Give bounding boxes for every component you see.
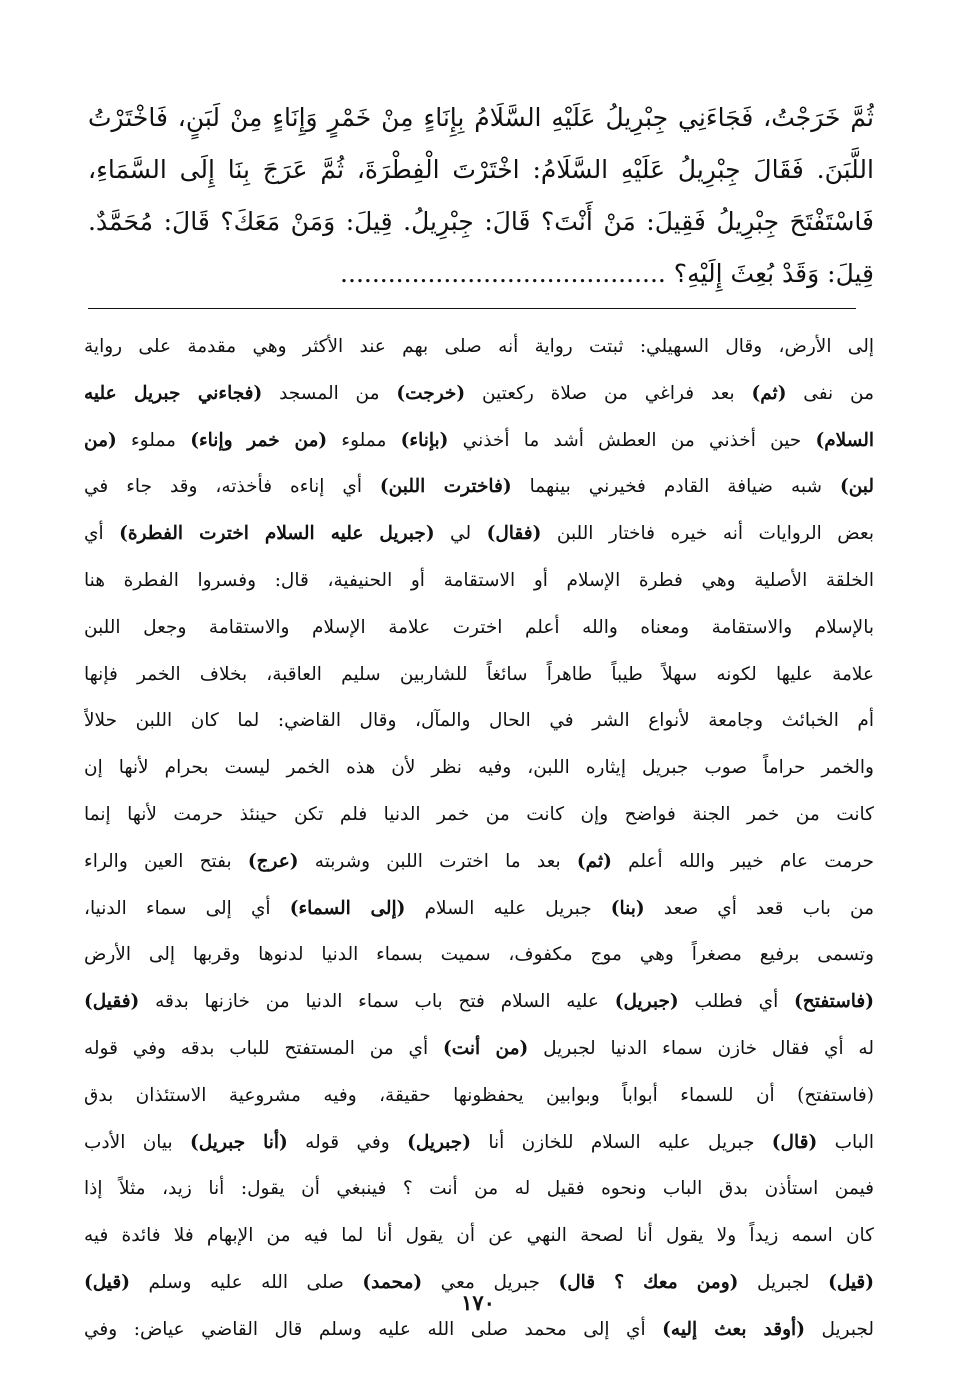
commentary-line xyxy=(84,932,874,979)
commentary-line xyxy=(84,745,874,792)
commentary-text: من المسجد xyxy=(262,382,397,404)
commentary-text: أي إلى سماء الدنيا، xyxy=(84,897,290,919)
commentary-text: حين أخذني من العطش أشد ما أخذني xyxy=(448,429,816,451)
commentary-text: الخلقة الأصلية وهي فطرة الإسلام أو الاستقامة أو الحنيفية، قال: وفسروا الفطرة هنا xyxy=(84,569,874,591)
commentary-text: علامة عليها لكونه سهلاً طيباً طاهراً سائغاً للشاربين سليم العاقبة، بخلاف الخمر فإنها xyxy=(84,663,874,685)
quoted-hadith-phrase: (أنا جبريل) xyxy=(190,1131,288,1153)
quoted-hadith-phrase: (قال) xyxy=(771,1131,818,1153)
quoted-hadith-phrase: (ومن معك ؟ قال) xyxy=(558,1271,739,1293)
quoted-hadith-phrase: (فقيل) xyxy=(84,991,140,1013)
commentary-text: مملوء xyxy=(116,429,191,451)
commentary-line xyxy=(84,698,874,745)
quoted-hadith-phrase: (من أنت) xyxy=(442,1037,529,1059)
commentary-line xyxy=(84,1073,874,1120)
quoted-hadith-phrase: السلام) xyxy=(815,429,874,451)
quoted-hadith-phrase: (محمد) xyxy=(362,1271,423,1293)
commentary-text: بعد ما اخترت اللبن وشربته xyxy=(298,850,577,872)
commentary-text: مملوء xyxy=(327,429,401,451)
commentary-text: بفتح العين والراء xyxy=(84,850,248,872)
commentary-line xyxy=(84,839,874,886)
hadith-line: ثُمَّ خَرَجْتُ، فَجَاءَنِي جِبْرِيلُ عَلَيْهِ السَّلَامُ بِإِنَاءٍ مِنْ خَمْرٍ وَإِنَاءٍ مِنْ لَبَنٍ، فَاخْتَرْتُ xyxy=(88,103,874,132)
commentary-text-block xyxy=(84,324,874,1354)
commentary-text: لجبريل xyxy=(804,1318,874,1340)
commentary-text: إلى الأرض، وقال السهيلي: ثبتت رواية أنه صلى بهم عند الأكثر وهي مقدمة على رواية xyxy=(84,336,874,357)
footnote-divider xyxy=(88,308,856,309)
commentary-text: أم الخبائث وجامعة لأنواع الشر في الحال والمآل، وقال القاضي: لما كان اللبن حلالاً xyxy=(84,710,874,732)
commentary-text: والخمر حراماً صوب جبريل إيثاره اللبن، وفيه نظر لأن هذه الخمر ليست بحرام لأنها إن xyxy=(84,757,874,779)
quoted-hadith-phrase: (بنا) xyxy=(610,897,645,919)
commentary-line xyxy=(84,371,874,418)
commentary-text: أي إناءه فأخذته، وقد جاء في xyxy=(84,476,380,498)
quoted-hadith-phrase: (قيل) xyxy=(828,1271,874,1293)
commentary-text: من باب قعد أي صعد xyxy=(644,897,874,919)
commentary-text: لي xyxy=(434,523,487,545)
commentary-text: جبريل معي xyxy=(422,1271,559,1293)
commentary-text: فيمن استأذن بدق الباب ونحوه فقيل له من أنت ؟ فينبغي أن يقول: أنا زيد، مثلاً إذا xyxy=(84,1178,874,1200)
hadith-line: اللَّبَنَ. فَقَالَ جِبْرِيلُ عَلَيْهِ السَّلَامُ: اخْتَرْتَ الْفِطْرَةَ، ثُمَّ عَرَجَ بِنَا إِلَى السَّمَاءِ، xyxy=(88,155,874,184)
hadith-text-block xyxy=(88,92,874,300)
commentary-text: أي xyxy=(84,523,120,545)
commentary-line xyxy=(84,979,874,1026)
commentary-text: صلى الله عليه وسلم xyxy=(129,1271,363,1293)
commentary-text: بالإسلام والاستقامة ومعناه والله أعلم اخترت علامة الإسلام والاستقامة وجعل اللبن xyxy=(84,616,874,638)
commentary-text: كان اسمه زيداً ولا يقول أنا لصحة النهي عن أن يقول أنا لما فيه من الإبهام فلا فائدة فيه xyxy=(84,1225,874,1247)
commentary-line xyxy=(84,324,874,371)
hadith-line: قِيلَ: وَقَدْ بُعِثَ إِلَيْهِ؟ ......................................... xyxy=(340,259,874,288)
commentary-line xyxy=(84,792,874,839)
commentary-line xyxy=(84,464,874,511)
quoted-hadith-phrase: (بإناء) xyxy=(400,429,449,451)
quoted-hadith-phrase: (من xyxy=(84,429,117,451)
quoted-hadith-phrase: (أوقد بعث إليه) xyxy=(662,1318,805,1340)
commentary-line xyxy=(84,886,874,933)
quoted-hadith-phrase: (خرجت) xyxy=(396,382,466,404)
commentary-text: عليه السلام فتح باب سماء الدنيا من خازنها بدقه xyxy=(139,991,615,1013)
quoted-hadith-phrase: (من خمر وإناء) xyxy=(190,429,328,451)
commentary-line xyxy=(84,652,874,699)
quoted-hadith-phrase: (فاخترت اللبن) xyxy=(379,476,512,498)
commentary-text: أي إلى محمد صلى الله عليه وسلم قال القاضي عياض: وفي xyxy=(84,1318,663,1340)
quoted-hadith-phrase: (جبريل عليه السلام اخترت الفطرة) xyxy=(119,523,435,545)
quoted-hadith-phrase: (فقال) xyxy=(486,523,542,545)
commentary-text: جبريل عليه السلام للخازن أنا xyxy=(470,1131,772,1153)
commentary-line xyxy=(84,511,874,558)
commentary-text: أي فطلب xyxy=(678,991,795,1013)
commentary-text: أي من المستفتح للباب بدقه وفي قوله xyxy=(84,1037,443,1059)
commentary-text: وتسمى برفيع مصغراً وهي موج مكفوف، سميت بسماء الدنيا لدنوها وقربها إلى الأرض xyxy=(84,944,874,966)
commentary-text: شبه ضيافة القادم فخيرني بينهما xyxy=(511,476,840,498)
commentary-text: لجبريل xyxy=(738,1271,829,1293)
commentary-line xyxy=(84,1213,874,1260)
commentary-text: بعض الروايات أنه خيره فاختار اللبن xyxy=(541,523,874,545)
quoted-hadith-phrase: لبن) xyxy=(839,476,874,498)
quoted-hadith-phrase: (عرج) xyxy=(247,850,299,872)
page-number: ١٧٠ xyxy=(461,1290,495,1315)
commentary-text: له أي فقال خازن سماء الدنيا لجبريل xyxy=(528,1037,874,1059)
quoted-hadith-phrase: (ثم) xyxy=(751,382,787,404)
commentary-text: الباب xyxy=(817,1131,874,1153)
commentary-line xyxy=(84,418,874,465)
commentary-text: بعد فراغي من صلاة ركعتين xyxy=(465,382,752,404)
commentary-text: (فاستفتح) أن للسماء أبواباً وبوابين يحفظونها حقيقة، وفيه مشروعية الاستئذان بدق xyxy=(84,1084,874,1106)
quoted-hadith-phrase: (جبريل) xyxy=(407,1131,471,1153)
commentary-line xyxy=(84,1120,874,1167)
commentary-text: كانت من خمر الجنة فواضح وإن كانت من خمر الدنيا فلم تكن حينئذ حرمت لأنها إنما xyxy=(84,803,874,825)
commentary-line xyxy=(84,1166,874,1213)
commentary-text: حرمت عام خيبر والله أعلم xyxy=(611,850,874,872)
commentary-text: جبريل عليه السلام xyxy=(405,897,611,919)
quoted-hadith-phrase: (فجاءني جبريل عليه xyxy=(84,382,263,404)
commentary-text: بيان الأدب xyxy=(84,1131,191,1153)
hadith-line: فَاسْتَفْتَحَ جِبْرِيلُ فَقِيلَ: مَنْ أَنْتَ؟ قَالَ: جِبْرِيلُ. قِيلَ: وَمَنْ مَعَكَ؟ قَالَ: مُحَمَّدٌ. xyxy=(88,207,874,236)
commentary-line xyxy=(84,1026,874,1073)
commentary-line xyxy=(84,605,874,652)
commentary-text: من نفى xyxy=(786,382,874,404)
quoted-hadith-phrase: (إلى السماء) xyxy=(289,897,406,919)
commentary-text: وفي قوله xyxy=(287,1131,408,1153)
quoted-hadith-phrase: (ثم) xyxy=(576,850,612,872)
quoted-hadith-phrase: (قيل) xyxy=(84,1271,130,1293)
quoted-hadith-phrase: (فاستفتح) xyxy=(794,991,874,1013)
commentary-line xyxy=(84,558,874,605)
quoted-hadith-phrase: (جبريل) xyxy=(614,991,679,1013)
